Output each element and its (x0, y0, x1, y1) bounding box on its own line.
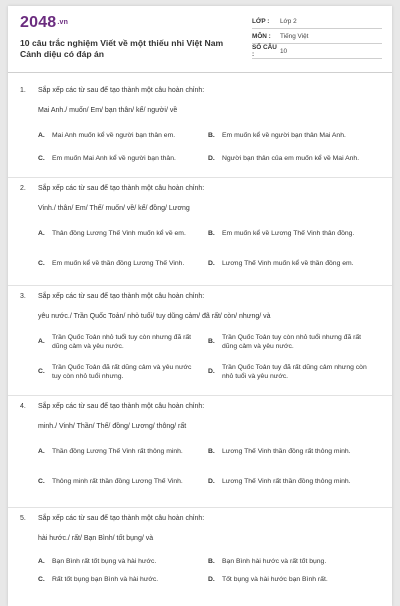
option-text: Thần đồng Lương Thế Vinh rất thông minh. (52, 448, 183, 456)
option-a[interactable] (38, 555, 202, 569)
option-letter: C. (38, 368, 45, 376)
option-letter: B. (208, 558, 215, 566)
meta-key: LỚP : (252, 17, 270, 25)
question-divider (8, 285, 392, 286)
option-text: Rất tốt bụng bạn Bình và hài hước. (52, 576, 159, 584)
option-letter: C. (38, 260, 45, 268)
option-a[interactable] (38, 129, 202, 143)
question-header (20, 403, 204, 410)
option-b[interactable] (208, 555, 372, 569)
option-text: Người bạn thân của em muốn kể về Mai Anh. (222, 155, 360, 163)
document-title: 10 câu trắc nghiệm Viết về một thiếu nhi Việt Nam Cảnh diệu có đáp án (20, 38, 224, 59)
question-header (20, 515, 204, 522)
option-b[interactable] (208, 441, 387, 463)
option-text: Trần Quốc Toản tuy đã rất dũng cảm nhưng còn nhỏ tuổi và yêu nước. (222, 363, 367, 380)
option-c[interactable] (38, 149, 202, 169)
option-letter: B. (208, 132, 215, 140)
meta-key: MÔN : (252, 32, 271, 40)
meta-value: Tiếng Việt (280, 32, 309, 40)
option-letter: B. (208, 338, 215, 346)
question-divider (8, 507, 392, 508)
option-a[interactable] (38, 441, 202, 463)
logo-suffix: .vn (57, 19, 69, 27)
option-text: Em muốn kể về thần đồng Lương Thế Vinh. (52, 260, 185, 268)
question-prompt: Sắp xếp các từ sau để tạo thành một câu hoàn chỉnh: (38, 403, 205, 410)
option-letter: D. (208, 260, 215, 268)
option-a[interactable] (38, 331, 202, 353)
option-letter: D. (208, 368, 215, 376)
question-divider (8, 177, 392, 178)
option-text: Thân đồng Lương Thế Vinh muốn kể về em. (52, 230, 186, 238)
question-prompt: Sắp xếp các từ sau để tạo thành một câu hoàn chỉnh: (38, 293, 205, 300)
option-text: Mai Anh muốn kể về người bạn thân em. (52, 132, 176, 140)
option-a[interactable] (38, 223, 202, 245)
document-page (8, 6, 392, 606)
option-letter: D. (208, 576, 215, 584)
question-words: hài hước./ rất/ Bạn Bình/ tốt bụng/ và (38, 535, 154, 542)
meta-row-class (252, 14, 382, 29)
document-header (8, 6, 392, 70)
question-words: yêu nước./ Trần Quốc Toản/ nhỏ tuổi/ tuy dũng cảm/ đã rất/ còn/ nhưng/ và (38, 313, 271, 320)
option-text: Bạn Bình hài hước và rất tốt bụng. (222, 558, 327, 566)
option-c[interactable] (38, 573, 202, 587)
option-text: Thông minh rất thần đồng Lương Thế Vinh. (52, 478, 183, 486)
option-text: Em muốn kể về Lương Thế Vinh thân đồng. (222, 230, 355, 238)
question-words: Mai Anh./ muốn/ Em/ bạn thân/ kể/ người/ về (38, 107, 178, 114)
meta-row-count (252, 44, 382, 59)
option-letter: A. (38, 558, 45, 566)
document-meta (252, 14, 382, 59)
meta-row-subject (252, 29, 382, 44)
option-d[interactable] (208, 471, 387, 493)
option-text: Trần Quốc Toản đã rất dũng cảm và yêu nước tuy còn nhỏ tuổi nhưng. (52, 363, 192, 380)
option-letter: B. (208, 448, 215, 456)
question-prompt: Sắp xếp các từ sau để tạo thành một câu hoàn chỉnh: (38, 185, 205, 192)
option-letter: A. (38, 338, 45, 346)
option-letter: A. (38, 448, 45, 456)
option-text: Tốt bụng và hài hước bạn Bình rất. (222, 576, 328, 584)
meta-key: SỐ CÂU : (252, 44, 277, 58)
header-divider (8, 72, 392, 73)
question-prompt: Sắp xếp các từ sau để tạo thành một câu hoàn chỉnh: (38, 87, 205, 94)
option-c[interactable] (38, 361, 202, 383)
question-number: 2. (20, 185, 26, 192)
option-b[interactable] (208, 331, 372, 353)
question-prompt: Sắp xếp các từ sau để tạo thành một câu hoàn chỉnh: (38, 515, 205, 522)
question-header (20, 293, 204, 300)
question-words: Vinh./ thân/ Em/ Thế/ muốn/ về/ kể/ đồng/ Lương (38, 205, 190, 212)
question-header (20, 87, 204, 94)
question-number: 1. (20, 87, 26, 94)
option-d[interactable] (208, 253, 372, 275)
option-letter: B. (208, 230, 215, 238)
option-letter: D. (208, 155, 215, 163)
option-d[interactable] (208, 573, 372, 587)
option-d[interactable] (208, 361, 372, 383)
question-words: minh./ Vinh/ Thần/ Thế/ đồng/ Lương/ thông/ rất (38, 423, 187, 430)
option-text: Trần Quốc Toản nhỏ tuổi tuy còn nhưng đã rất dũng cảm và yêu nước. (52, 333, 192, 350)
question-number: 5. (20, 515, 26, 522)
question-number: 3. (20, 293, 26, 300)
option-text: Lương Thế Vinh muốn kể về thần đồng em. (222, 260, 354, 268)
option-letter: C. (38, 478, 45, 486)
question-divider (8, 395, 392, 396)
option-letter: C. (38, 155, 45, 163)
option-text: Em muốn Mai Anh kể về người bạn thân. (52, 155, 176, 163)
option-letter: C. (38, 576, 45, 584)
option-text: Trần Quốc Toản tuy còn nhỏ tuổi nhưng đã rất dũng cảm và yêu nước. (222, 333, 362, 350)
question-header (20, 185, 204, 192)
option-c[interactable] (38, 471, 202, 493)
option-b[interactable] (208, 223, 372, 245)
option-text: Bạn Bình rất tốt bụng và hài hước. (52, 558, 157, 566)
option-letter: D. (208, 478, 215, 486)
meta-value: Lớp 2 (280, 17, 297, 25)
option-text: Em muốn kể về người bạn thân Mai Anh. (222, 132, 346, 140)
question-number: 4. (20, 403, 26, 410)
option-c[interactable] (38, 253, 202, 275)
option-d[interactable] (208, 149, 372, 169)
option-b[interactable] (208, 129, 372, 143)
logo-text: 2048 (20, 14, 57, 31)
option-text: Lương Thế Vinh rất thần đồng thông minh. (222, 478, 351, 486)
option-text: Lương Thế Vinh thần đồng rất thông minh. (222, 448, 351, 456)
option-letter: A. (38, 132, 45, 140)
option-letter: A. (38, 230, 45, 238)
meta-value: 10 (280, 47, 288, 55)
